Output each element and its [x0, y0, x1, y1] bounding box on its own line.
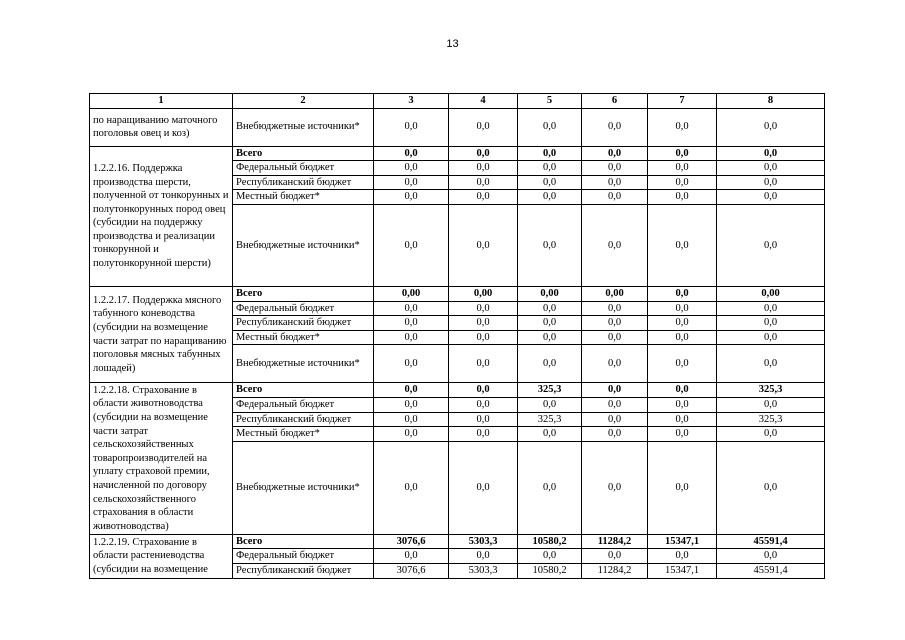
value-cell: 0,0: [518, 146, 582, 161]
budget-table: [89, 93, 825, 579]
value-cell: 0,0: [518, 161, 582, 176]
value-cell: 0,0: [582, 330, 648, 345]
funding-source: Внебюджетные источники*: [233, 204, 374, 286]
funding-source: Республиканский бюджет: [233, 563, 374, 578]
value-cell: 0,0: [374, 204, 449, 286]
value-cell: 0,0: [449, 427, 518, 442]
table-row: [90, 146, 825, 161]
funding-source: Федеральный бюджет: [233, 549, 374, 564]
value-cell: 0,0: [449, 204, 518, 286]
value-cell: 0,0: [449, 108, 518, 146]
value-cell: 0,0: [449, 441, 518, 534]
value-cell: 0,0: [449, 383, 518, 398]
value-cell: 0,0: [518, 175, 582, 190]
value-cell: 0,0: [374, 345, 449, 383]
value-cell: 0,0: [449, 190, 518, 205]
value-cell: 0,0: [374, 412, 449, 427]
value-cell: 0,0: [648, 397, 717, 412]
value-cell: 3076,6: [374, 534, 449, 549]
value-cell: 0,0: [374, 301, 449, 316]
value-cell: 0,0: [518, 427, 582, 442]
value-cell: 0,0: [449, 549, 518, 564]
value-cell: 0,0: [582, 190, 648, 205]
value-cell: 15347,1: [648, 534, 717, 549]
value-cell: 0,0: [648, 441, 717, 534]
value-cell: 0,0: [582, 161, 648, 176]
value-cell: 0,0: [449, 412, 518, 427]
value-cell: 0,0: [518, 397, 582, 412]
value-cell: 11284,2: [582, 534, 648, 549]
value-cell: 0,0: [518, 108, 582, 146]
value-cell: 325,3: [717, 383, 825, 398]
measure-description: по наращиванию маточного поголовья овец и коз): [90, 108, 233, 146]
value-cell: 0,0: [717, 316, 825, 331]
value-cell: 0,0: [648, 286, 717, 301]
value-cell: 10580,2: [518, 563, 582, 578]
value-cell: 0,0: [648, 146, 717, 161]
value-cell: 0,0: [582, 316, 648, 331]
value-cell: 0,0: [449, 175, 518, 190]
value-cell: 0,0: [582, 397, 648, 412]
value-cell: 0,0: [374, 330, 449, 345]
value-cell: 0,0: [449, 316, 518, 331]
value-cell: 0,0: [582, 108, 648, 146]
funding-source: Республиканский бюджет: [233, 175, 374, 190]
value-cell: 45591,4: [717, 563, 825, 578]
value-cell: 0,0: [582, 549, 648, 564]
table-row: [90, 383, 825, 398]
value-cell: 0,0: [449, 301, 518, 316]
funding-source: Федеральный бюджет: [233, 161, 374, 176]
value-cell: 0,0: [648, 427, 717, 442]
value-cell: 0,0: [648, 316, 717, 331]
value-cell: 325,3: [518, 383, 582, 398]
funding-source: Республиканский бюджет: [233, 316, 374, 331]
column-header: 3: [374, 94, 449, 109]
column-header: 8: [717, 94, 825, 109]
value-cell: 0,0: [582, 301, 648, 316]
value-cell: 0,0: [648, 301, 717, 316]
value-cell: 0,00: [374, 286, 449, 301]
funding-source: Всего: [233, 383, 374, 398]
funding-source: Всего: [233, 146, 374, 161]
value-cell: 0,0: [518, 316, 582, 331]
value-cell: 0,0: [648, 383, 717, 398]
table-body: [90, 108, 825, 578]
value-cell: 0,0: [449, 146, 518, 161]
value-cell: 0,0: [717, 330, 825, 345]
value-cell: 0,00: [449, 286, 518, 301]
value-cell: 0,0: [582, 441, 648, 534]
value-cell: 0,0: [717, 204, 825, 286]
funding-source: Внебюджетные источники*: [233, 108, 374, 146]
value-cell: 0,0: [374, 161, 449, 176]
value-cell: 0,0: [582, 427, 648, 442]
value-cell: 0,0: [582, 412, 648, 427]
table-row: [90, 534, 825, 549]
column-header: 5: [518, 94, 582, 109]
value-cell: 0,0: [374, 383, 449, 398]
value-cell: 0,0: [518, 190, 582, 205]
value-cell: 0,0: [717, 345, 825, 383]
value-cell: 0,0: [717, 397, 825, 412]
header-row: [90, 94, 825, 109]
value-cell: 0,0: [648, 204, 717, 286]
value-cell: 0,0: [717, 161, 825, 176]
value-cell: 0,0: [518, 301, 582, 316]
funding-source: Внебюджетные источники*: [233, 345, 374, 383]
funding-source: Местный бюджет*: [233, 330, 374, 345]
value-cell: 5303,3: [449, 563, 518, 578]
value-cell: 0,0: [518, 204, 582, 286]
value-cell: 0,00: [717, 286, 825, 301]
value-cell: 15347,1: [648, 563, 717, 578]
value-cell: 0,0: [582, 383, 648, 398]
value-cell: 5303,3: [449, 534, 518, 549]
column-header: 4: [449, 94, 518, 109]
table-row: [90, 286, 825, 301]
funding-source: Внебюджетные источники*: [233, 441, 374, 534]
value-cell: 0,0: [648, 108, 717, 146]
value-cell: 0,0: [717, 441, 825, 534]
value-cell: 325,3: [518, 412, 582, 427]
measure-description: 1.2.2.18. Страхование в области животноводства (субсидии на возмещение части затрат сельскохозяйственных товаропроизводителей на уплату страховой премии, начисленной по договору сельскохозяйственного страхования в области животноводства): [90, 383, 233, 534]
value-cell: 0,0: [518, 345, 582, 383]
value-cell: 3076,6: [374, 563, 449, 578]
value-cell: 0,0: [374, 146, 449, 161]
value-cell: 0,0: [374, 397, 449, 412]
value-cell: 11284,2: [582, 563, 648, 578]
column-header: 2: [233, 94, 374, 109]
value-cell: 0,0: [374, 427, 449, 442]
funding-source: Республиканский бюджет: [233, 412, 374, 427]
value-cell: 0,0: [374, 316, 449, 331]
value-cell: 0,0: [717, 175, 825, 190]
value-cell: 0,0: [648, 190, 717, 205]
value-cell: 0,0: [449, 161, 518, 176]
value-cell: 0,0: [582, 345, 648, 383]
table-row: [90, 108, 825, 146]
funding-source: Всего: [233, 534, 374, 549]
value-cell: 0,0: [717, 427, 825, 442]
funding-source: Федеральный бюджет: [233, 301, 374, 316]
value-cell: 0,0: [648, 175, 717, 190]
value-cell: 0,0: [449, 345, 518, 383]
funding-source: Местный бюджет*: [233, 427, 374, 442]
value-cell: 0,0: [648, 330, 717, 345]
value-cell: 0,0: [717, 108, 825, 146]
value-cell: 0,0: [518, 549, 582, 564]
value-cell: 0,0: [518, 330, 582, 345]
value-cell: 0,0: [449, 397, 518, 412]
value-cell: 0,0: [648, 549, 717, 564]
value-cell: 0,0: [717, 146, 825, 161]
value-cell: 0,00: [582, 286, 648, 301]
value-cell: 0,0: [374, 108, 449, 146]
column-header: 6: [582, 94, 648, 109]
column-header: 1: [90, 94, 233, 109]
measure-description: 1.2.2.16. Поддержка производства шерсти, полученной от тонкорунных и полутонкорунных пород овец (субсидии на поддержку производства и реализации тонкорунной и полутонкорунной шерсти): [90, 146, 233, 286]
value-cell: 45591,4: [717, 534, 825, 549]
value-cell: 0,0: [582, 146, 648, 161]
value-cell: 0,0: [582, 204, 648, 286]
value-cell: 0,0: [449, 330, 518, 345]
page-number: 13: [446, 38, 459, 50]
value-cell: 0,0: [648, 345, 717, 383]
value-cell: 0,0: [717, 190, 825, 205]
value-cell: 0,0: [582, 175, 648, 190]
funding-source: Федеральный бюджет: [233, 397, 374, 412]
value-cell: 0,0: [518, 441, 582, 534]
value-cell: 0,00: [518, 286, 582, 301]
value-cell: 0,0: [374, 441, 449, 534]
value-cell: 0,0: [374, 190, 449, 205]
funding-source: Всего: [233, 286, 374, 301]
measure-description: 1.2.2.19. Страхование в области растениеводства (субсидии на возмещение: [90, 534, 233, 578]
column-header: 7: [648, 94, 717, 109]
value-cell: 0,0: [374, 175, 449, 190]
value-cell: 0,0: [374, 549, 449, 564]
value-cell: 10580,2: [518, 534, 582, 549]
value-cell: 325,3: [717, 412, 825, 427]
value-cell: 0,0: [648, 412, 717, 427]
value-cell: 0,0: [717, 549, 825, 564]
funding-source: Местный бюджет*: [233, 190, 374, 205]
value-cell: 0,0: [648, 161, 717, 176]
value-cell: 0,0: [717, 301, 825, 316]
measure-description: 1.2.2.17. Поддержка мясного табунного коневодства (субсидии на возмещение части затрат по наращиванию поголовья мясных табунных лошадей): [90, 286, 233, 382]
